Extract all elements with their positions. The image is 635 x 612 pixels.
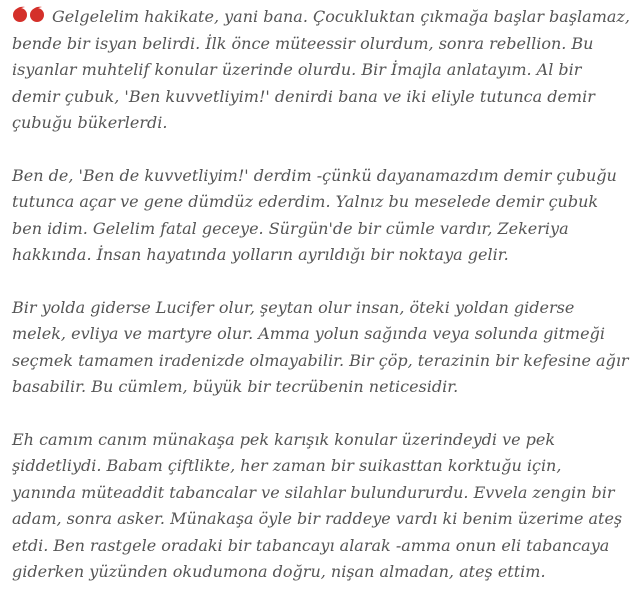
double-quote-icon bbox=[12, 5, 46, 23]
paragraph-4: Eh camım canım münakaşa pek karışık konular üzerindeydi ve pek şiddetliydi. Babam çiftlikte, her zaman bir suikasttan korktuğu için, yanında müteaddit tabancalar ve silahlar bulundururdu. Evvela zengin bir adam, sonra asker. Münakaşa öyle bir raddeye vardı ki benim üzerime ateş etdi. Ben rastgele oradaki bir tabancayı alarak -amma onun eli tabancaya giderken yüzünden okudumona doğru, nişan almadan, ateş ettim. bbox=[12, 429, 623, 581]
paragraph-1-text: Gelgelelim hakikate, yani bana. Çocukluktan çıkmağa başlar başlamaz, bende bir isyan belirdi. İlk önce müteessir olurdum, sonra rebellion. Bu isyanlar muhtelif konular üzerinde olurdu. Bir İmajla anlatayım. Al bir demir çubuk, 'Ben kuvvetliyim!' denirdi bana ve iki eliyle tutunca demir çubuğu bükerlerdi. bbox=[12, 7, 630, 132]
paragraph-1 bbox=[12, 4, 630, 137]
paragraph-2: Ben de, 'Ben de kuvvetliyim!' derdim -çünkü dayanamazdım demir çubuğu tutunca açar ve gene dümdüz ederdim. Yalnız bu meselede demir çubuk ben idim. Gelelim fatal geceye. Sürgün'de bir cümle vardır, Zekeriya hakkında. İnsan hayatında yolların ayrıldığı bir noktaya gelir. bbox=[12, 165, 617, 264]
paragraph-3: Bir yolda giderse Lucifer olur, şeytan olur insan, öteki yoldan giderse melek, evliya ve martyre olur. Amma yolun sağında veya solunda gitmeği seçmek tamamen iradenizde olmayabilir. Bir çöp, terazinin bir kefesine ağır basabilir. Bu cümlem, büyük bir tecrübenin neticesidir. bbox=[12, 297, 629, 396]
quote-article bbox=[12, 4, 630, 612]
